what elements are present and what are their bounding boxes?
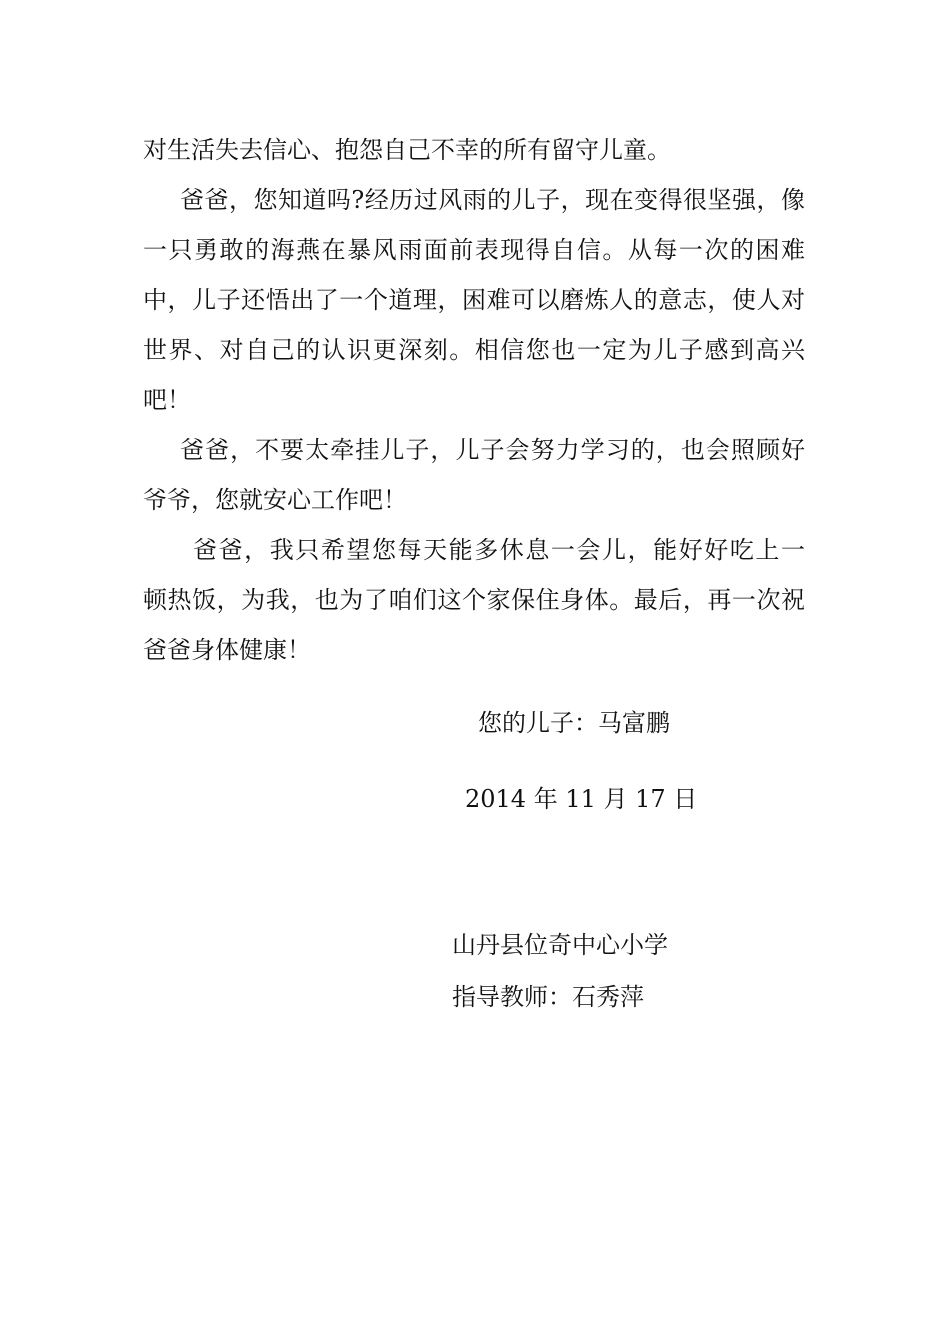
body-line-10: 顿热饭，为我，也为了咱们这个家保住身体。最后，再一次祝 bbox=[143, 586, 805, 614]
body-line-4: 中，儿子还悟出了一个道理，困难可以磨炼人的意志，使人对 bbox=[143, 286, 805, 314]
school-name: 山丹县位奇中心小学 bbox=[452, 931, 668, 959]
body-line-3: 一只勇敢的海燕在暴风雨面前表现得自信。从每一次的困难 bbox=[143, 236, 805, 264]
letter-date: 2014 年 11 月 17 日 bbox=[465, 785, 698, 813]
body-line-1: 对生活失去信心、抱怨自己不幸的所有留守儿童。 bbox=[143, 136, 671, 164]
body-line-7: 爸爸，不要太牵挂儿子，儿子会努力学习的，也会照顾好 bbox=[180, 436, 805, 464]
body-line-9: 爸爸，我只希望您每天能多休息一会儿，能好好吃上一 bbox=[193, 536, 805, 564]
body-line-11: 爸爸身体健康！ bbox=[143, 636, 311, 664]
teacher-name: 指导教师：石秀萍 bbox=[452, 983, 644, 1011]
sender-signature: 您的儿子：马富鹏 bbox=[478, 709, 670, 737]
body-line-6: 吧！ bbox=[143, 386, 191, 414]
body-line-8: 爷爷，您就安心工作吧！ bbox=[143, 486, 407, 514]
body-line-5: 世界、对自己的认识更深刻。相信您也一定为儿子感到高兴 bbox=[143, 336, 805, 364]
body-line-2: 爸爸，您知道吗?经历过风雨的儿子，现在变得很坚强，像 bbox=[180, 186, 805, 214]
